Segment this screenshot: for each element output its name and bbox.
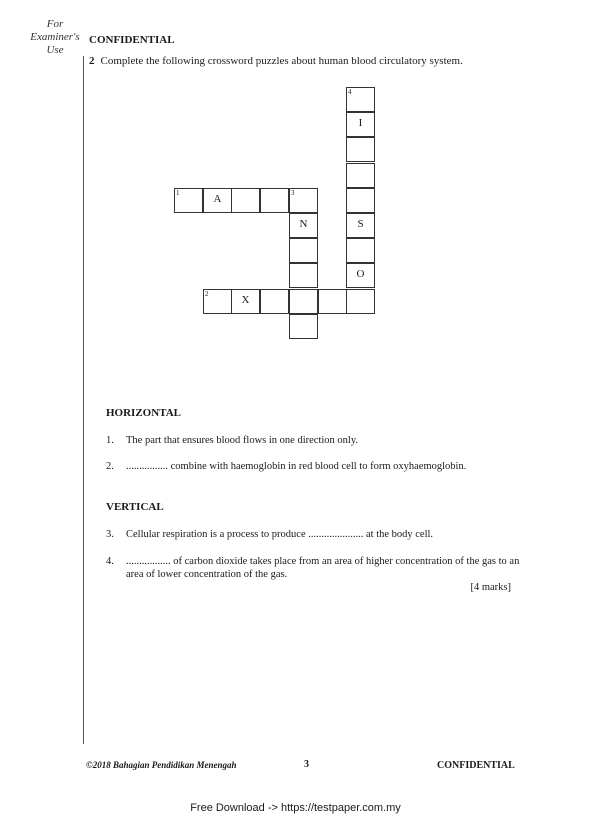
crossword-cell[interactable] — [231, 188, 260, 213]
margin-divider — [83, 56, 84, 744]
crossword-cell[interactable] — [318, 289, 347, 314]
download-link-text[interactable]: Free Download -> https://testpaper.com.my — [190, 802, 401, 814]
crossword-cell[interactable] — [346, 188, 375, 213]
question-number: 2 — [89, 55, 95, 67]
header-confidential: CONFIDENTIAL — [89, 34, 175, 46]
crossword-cell[interactable] — [346, 112, 375, 137]
crossword-cell[interactable] — [346, 163, 375, 188]
crossword-cell[interactable] — [174, 188, 203, 213]
vertical-heading: VERTICAL — [106, 501, 164, 513]
clue-text: Cellular respiration is a process to produce ..................... at the body cell. — [126, 529, 434, 540]
crossword-grid — [174, 87, 378, 342]
vertical-clue-3 — [106, 528, 526, 541]
crossword-cell[interactable] — [203, 188, 232, 213]
clue-number-marker: 4 — [348, 88, 352, 96]
examiner-margin-note — [30, 18, 80, 57]
given-letter: I — [358, 117, 363, 129]
crossword-cell[interactable] — [289, 213, 318, 238]
clue-number-marker: 3 — [291, 189, 295, 197]
vertical-clue-4 — [106, 555, 526, 581]
crossword-cell[interactable] — [289, 314, 318, 339]
given-letter: S — [357, 218, 364, 230]
crossword-cell[interactable] — [231, 289, 260, 314]
marks-label: [4 marks] — [470, 582, 511, 593]
clue-number: 4. — [106, 556, 114, 567]
clue-number-marker: 2 — [205, 290, 209, 298]
question-stem — [89, 55, 463, 67]
page-number: 3 — [304, 759, 309, 770]
clue-number: 2. — [106, 461, 114, 472]
margin-note-line: For — [46, 18, 64, 30]
given-letter: A — [213, 193, 222, 205]
crossword-cell[interactable] — [289, 263, 318, 288]
clue-text: The part that ensures blood flows in one direction only. — [126, 435, 359, 446]
given-letter: O — [356, 268, 365, 280]
margin-note-line: Examiner's — [30, 31, 80, 43]
horizontal-clue-1 — [106, 434, 526, 447]
footer-copyright: ©2018 Bahagian Pendidikan Menengah — [86, 760, 237, 770]
clue-number-marker: 1 — [176, 189, 180, 197]
clue-number: 1. — [106, 435, 114, 446]
crossword-cell[interactable] — [346, 263, 375, 288]
horizontal-heading: HORIZONTAL — [106, 407, 181, 419]
clue-number: 3. — [106, 529, 114, 540]
crossword-cell[interactable] — [346, 289, 375, 314]
crossword-cell[interactable] — [260, 188, 289, 213]
given-letter: N — [299, 218, 308, 230]
clue-text: ................ combine with haemoglobin in red blood cell to form oxyhaemoglobin. — [126, 461, 467, 472]
crossword-cell[interactable] — [289, 238, 318, 263]
clue-text: ................. of carbon dioxide takes place from an area of higher concentration of the gas to an area of lower concentration of the gas. — [126, 556, 520, 580]
crossword-cell[interactable] — [203, 289, 232, 314]
crossword-cell[interactable] — [260, 289, 289, 314]
margin-note-line: Use — [46, 44, 64, 56]
question-text: Complete the following crossword puzzles about human blood circulatory system. — [100, 55, 463, 67]
crossword-cell[interactable] — [346, 87, 375, 112]
given-letter: X — [241, 294, 250, 306]
crossword-cell[interactable] — [346, 238, 375, 263]
crossword-cell[interactable] — [289, 188, 318, 213]
crossword-cell[interactable] — [289, 289, 318, 314]
horizontal-clue-2 — [106, 460, 526, 473]
crossword-cell[interactable] — [346, 137, 375, 162]
footer-confidential: CONFIDENTIAL — [437, 760, 515, 771]
crossword-cell[interactable] — [346, 213, 375, 238]
